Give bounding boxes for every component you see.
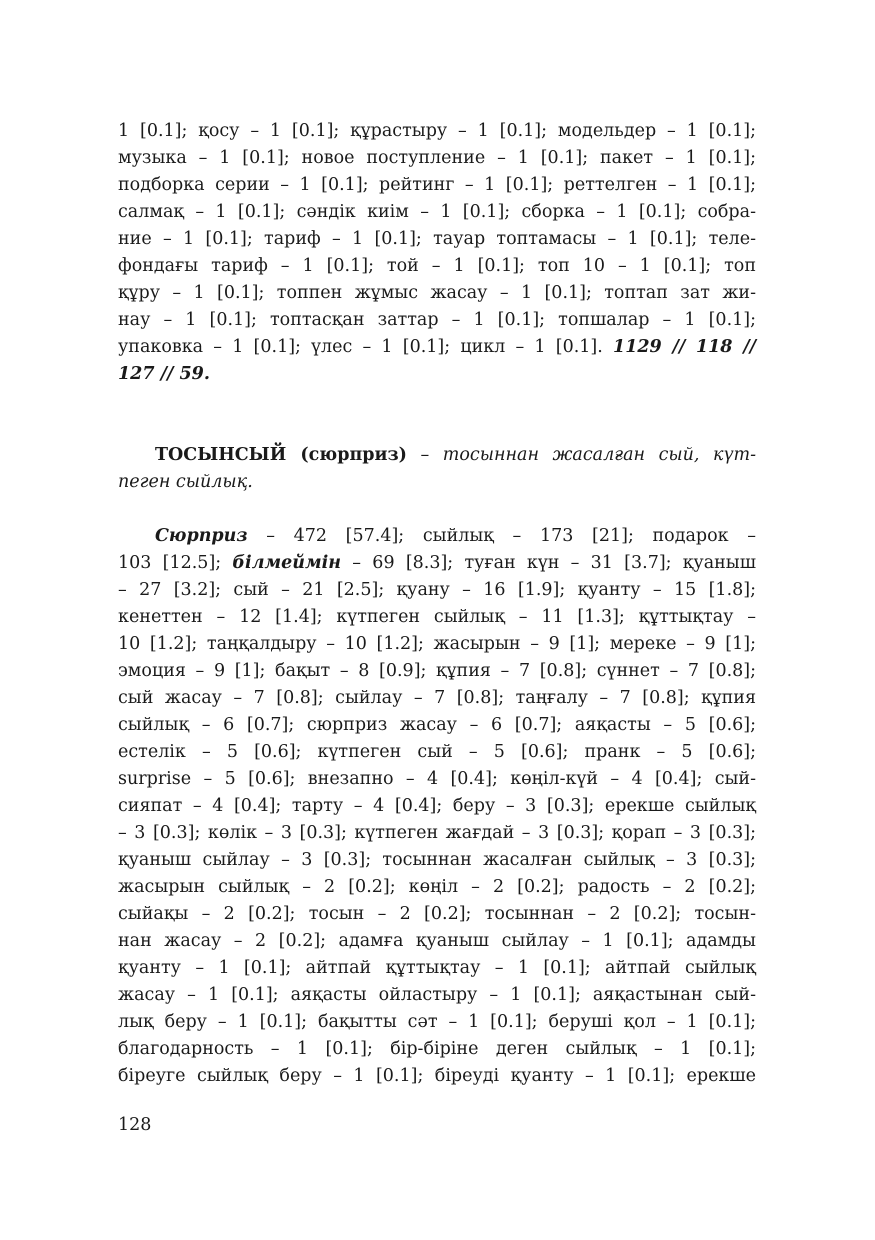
totals-text: 127 // 59. — [118, 364, 210, 384]
text-line — [155, 523, 756, 550]
text-line: 10 [1.2]; таңқалдыру – 10 [1.2]; жасырын – 9 [1]; мереке – 9 [1]; — [118, 634, 756, 654]
definition: пеген сыйлық. — [118, 472, 253, 492]
text-line: эмоция – 9 [1]; бақыт – 8 [0.9]; құпия – 7 [0.8]; сүннет – 7 [0.8]; — [118, 661, 756, 681]
response-highlight: білмеймін — [232, 553, 342, 573]
text-line: біреуге сыйлық беру – 1 [0.1]; біреуді қуанту – 1 [0.1]; ерекше — [118, 1066, 756, 1086]
text-line: сыйақы – 2 [0.2]; тосын – 2 [0.2]; тосыннан – 2 [0.2]; тосын- — [118, 904, 756, 924]
page-number: 128 — [118, 1115, 152, 1135]
totals-text: 1129 // 118 // — [613, 337, 756, 357]
text-line: нан жасау – 2 [0.2]; адамға қуаныш сыйлау – 1 [0.1]; адамды — [118, 931, 756, 951]
text-line: ние – 1 [0.1]; тариф – 1 [0.1]; тауар топтамасы – 1 [0.1]; теле- — [118, 229, 756, 249]
text-line: жасырын сыйлық – 2 [0.2]; көңіл – 2 [0.2]; радость – 2 [0.2]; — [118, 877, 756, 897]
text-line: қуанту – 1 [0.1]; айтпай құттықтау – 1 [0.1]; айтпай сыйлық — [118, 958, 756, 978]
text-line: кенеттен – 12 [1.4]; күтпеген сыйлық – 11 [1.3]; құттықтау – — [118, 607, 756, 627]
text-line: благодарность – 1 [0.1]; бір-біріне деген сыйлық – 1 [0.1]; — [118, 1039, 756, 1059]
text-line: подборка серии – 1 [0.1]; рейтинг – 1 [0.1]; реттелген – 1 [0.1]; — [118, 175, 756, 195]
text-segment: 103 [12.5]; — [118, 553, 233, 573]
text-line: – 27 [3.2]; сый – 21 [2.5]; қуану – 16 [1.9]; қуанту – 15 [1.8]; — [118, 580, 756, 600]
text-line: жасау – 1 [0.1]; аяқасты ойластыру – 1 [0.1]; аяқастынан сый- — [118, 985, 756, 1005]
text-segment: – 69 [8.3]; туған күн – 31 [3.7]; қуаныш — [341, 553, 756, 573]
definition: тосыннан жасалған сый, күт- — [442, 445, 756, 465]
text-line: surprise – 5 [0.6]; внезапно – 4 [0.4]; көңіл-күй – 4 [0.4]; сый- — [118, 769, 756, 789]
entry-heading — [155, 442, 756, 469]
stimulus-word: Сюрприз — [155, 526, 248, 546]
text-line — [118, 550, 756, 577]
entry-definition-line — [118, 469, 756, 496]
text-line: сыйлық – 6 [0.7]; сюрприз жасау – 6 [0.7]; аяқасты – 5 [0.6]; — [118, 715, 756, 735]
text-line: 1 [0.1]; қосу – 1 [0.1]; құрастыру – 1 [0.1]; модельдер – 1 [0.1]; — [118, 121, 756, 141]
text-line: нау – 1 [0.1]; топтасқан заттар – 1 [0.1]; топшалар – 1 [0.1]; — [118, 310, 756, 330]
text-line: музыка – 1 [0.1]; новое поступление – 1 [0.1]; пакет – 1 [0.1]; — [118, 148, 756, 168]
text-line: сияпат – 4 [0.4]; тарту – 4 [0.4]; беру – 3 [0.3]; ерекше сыйлық — [118, 796, 756, 816]
dash: – — [406, 445, 443, 465]
headword: ТОСЫНСЫЙ (сюрприз) — [155, 445, 407, 465]
text-line: фондағы тариф – 1 [0.1]; той – 1 [0.1]; топ 10 – 1 [0.1]; топ — [118, 256, 756, 276]
text-line: сый жасау – 7 [0.8]; сыйлау – 7 [0.8]; таңғалу – 7 [0.8]; құпия — [118, 688, 756, 708]
text-line: қуаныш сыйлау – 3 [0.3]; тосыннан жасалған сыйлық – 3 [0.3]; — [118, 850, 756, 870]
text-line — [118, 334, 756, 361]
text-line: – 3 [0.3]; көлік – 3 [0.3]; күтпеген жағдай – 3 [0.3]; қорап – 3 [0.3]; — [118, 823, 756, 843]
text-segment: – 472 [57.4]; сыйлық – 173 [21]; подарок – — [247, 526, 756, 546]
text-line — [118, 361, 756, 388]
text-line: салмақ – 1 [0.1]; сәндік киім – 1 [0.1]; сборка – 1 [0.1]; собра- — [118, 202, 756, 222]
text-line: естелік – 5 [0.6]; күтпеген сый – 5 [0.6]; пранк – 5 [0.6]; — [118, 742, 756, 762]
text-line: лық беру – 1 [0.1]; бақытты сәт – 1 [0.1]; беруші қол – 1 [0.1]; — [118, 1012, 756, 1032]
text-segment: упаковка – 1 [0.1]; үлес – 1 [0.1]; цикл – 1 [0.1]. — [118, 337, 614, 357]
text-line: құру – 1 [0.1]; топпен жұмыс жасау – 1 [0.1]; топтап зат жи- — [118, 283, 756, 303]
